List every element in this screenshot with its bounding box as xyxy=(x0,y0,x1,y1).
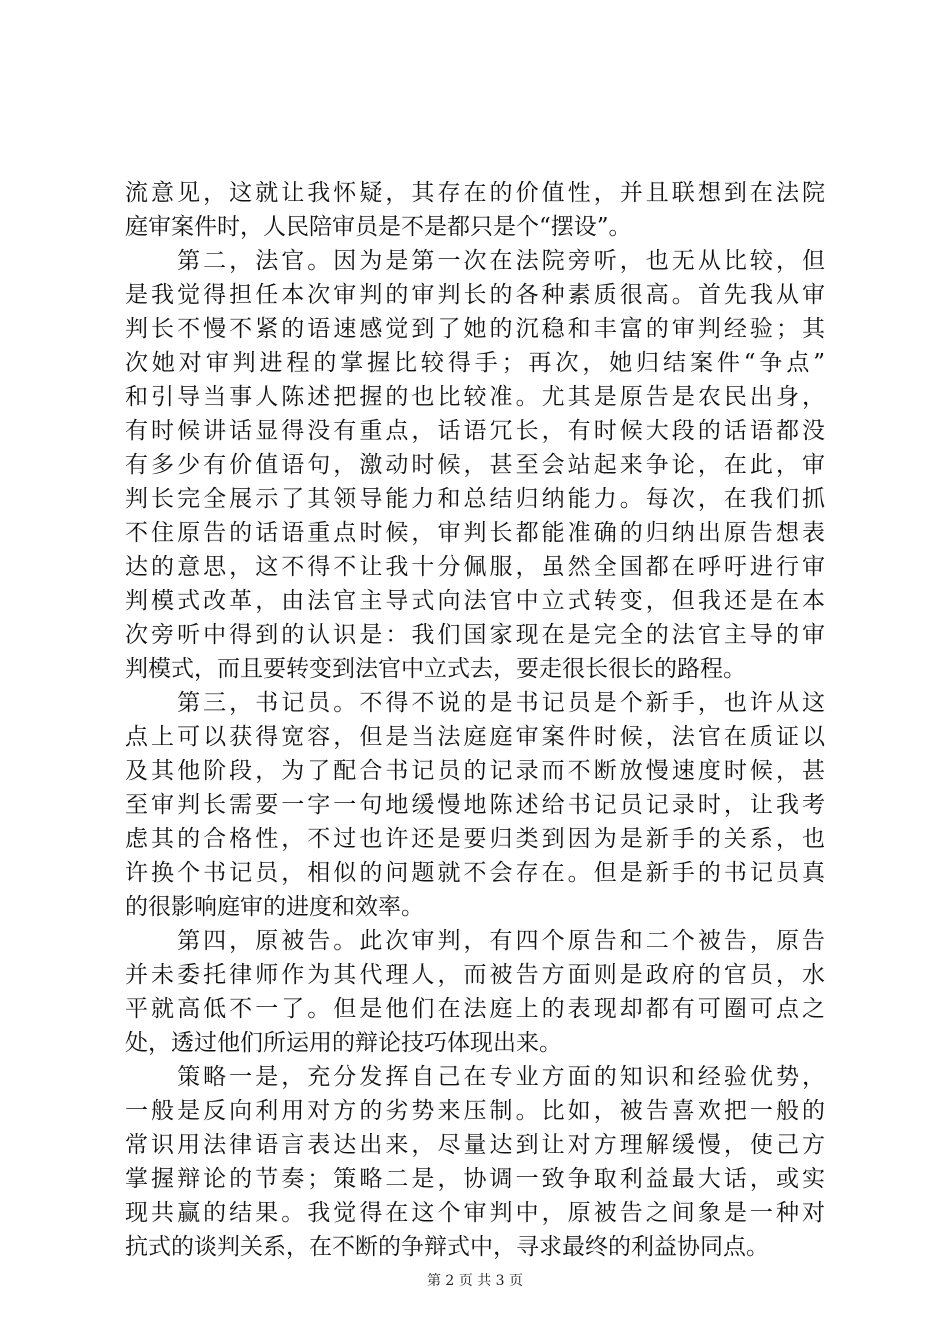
text-line: 许换个书记员，相似的问题就不会存在。但是新手的书记员真 xyxy=(125,860,825,886)
text-line: 有多少有价值语句，激动时候，甚至会站起来争论，在此，审 xyxy=(125,452,825,478)
document-body xyxy=(125,176,825,1264)
text-line: 处，透过他们所运用的辩论技巧体现出来。 xyxy=(125,1030,562,1056)
text-line: 掌握辩论的节奏；策略二是，协调一致争取利益最大话，或实 xyxy=(125,1166,825,1192)
text-line: 有时候讲话显得没有重点，话语冗长，有时候大段的话语都没 xyxy=(125,418,825,444)
text-line: 点上可以获得宽容，但是当法庭庭审案件时候，法官在质证以 xyxy=(125,724,825,750)
text-line: 一般是反向利用对方的劣势来压制。比如，被告喜欢把一般的 xyxy=(125,1098,825,1124)
text-line: 达的意思，这不得不让我十分佩服，虽然全国都在呼吁进行审 xyxy=(125,554,825,580)
text-line: 判模式，而且要转变到法官中立式去，要走很长很长的路程。 xyxy=(125,656,746,682)
text-line: 次旁听中得到的认识是：我们国家现在是完全的法官主导的审 xyxy=(125,622,825,648)
text-line: 不住原告的话语重点时候，审判长都能准确的归纳出原告想表 xyxy=(125,520,825,546)
text-line: 和引导当事人陈述把握的也比较准。尤其是原告是农民出身， xyxy=(125,384,825,410)
page-footer: 第 2 页 共 3 页 xyxy=(426,1273,524,1289)
text-line: 的很影响庭审的进度和效率。 xyxy=(125,894,424,920)
text-line: 是我觉得担任本次审判的审判长的各种素质很高。首先我从审 xyxy=(125,282,825,308)
text-line: 判模式改革，由法官主导式向法官中立式转变，但我还是在本 xyxy=(125,588,825,614)
text-line: 庭审案件时，人民陪审员是不是都只是个“摆设”。 xyxy=(125,214,632,240)
text-line: 常识用法律语言表达出来，尽量达到让对方理解缓慢，使己方 xyxy=(125,1132,825,1158)
text-line: 平就高低不一了。但是他们在法庭上的表现却都有可圈可点之 xyxy=(125,996,825,1022)
text-line: 虑其的合格性，不过也许还是要归类到因为是新手的关系，也 xyxy=(125,826,825,852)
text-line: 判长完全展示了其领导能力和总结归纳能力。每次，在我们抓 xyxy=(125,486,825,512)
text-line: 第二，法官。因为是第一次在法院旁听，也无从比较，但 xyxy=(125,248,825,274)
text-line: 抗式的谈判关系，在不断的争辩式中，寻求最终的利益协同点。 xyxy=(125,1234,769,1260)
text-line: 第三，书记员。不得不说的是书记员是个新手，也许从这 xyxy=(125,690,825,716)
text-line: 第四，原被告。此次审判，有四个原告和二个被告，原告 xyxy=(125,928,825,954)
text-line: 次她对审判进程的掌握比较得手；再次，她归结案件“争点” xyxy=(125,350,825,376)
text-line: 策略一是，充分发挥自己在专业方面的知识和经验优势， xyxy=(125,1064,825,1090)
text-line: 至审判长需要一字一句地缓慢地陈述给书记员记录时，让我考 xyxy=(125,792,825,818)
text-line: 现共赢的结果。我觉得在这个审判中，原被告之间象是一种对 xyxy=(125,1200,825,1226)
text-line: 判长不慢不紧的语速感觉到了她的沉稳和丰富的审判经验；其 xyxy=(125,316,825,342)
text-line: 流意见，这就让我怀疑，其存在的价值性，并且联想到在法院 xyxy=(125,180,825,206)
text-line: 并未委托律师作为其代理人，而被告方面则是政府的官员，水 xyxy=(125,962,825,988)
text-line: 及其他阶段，为了配合书记员的记录而不断放慢速度时候，甚 xyxy=(125,758,825,784)
